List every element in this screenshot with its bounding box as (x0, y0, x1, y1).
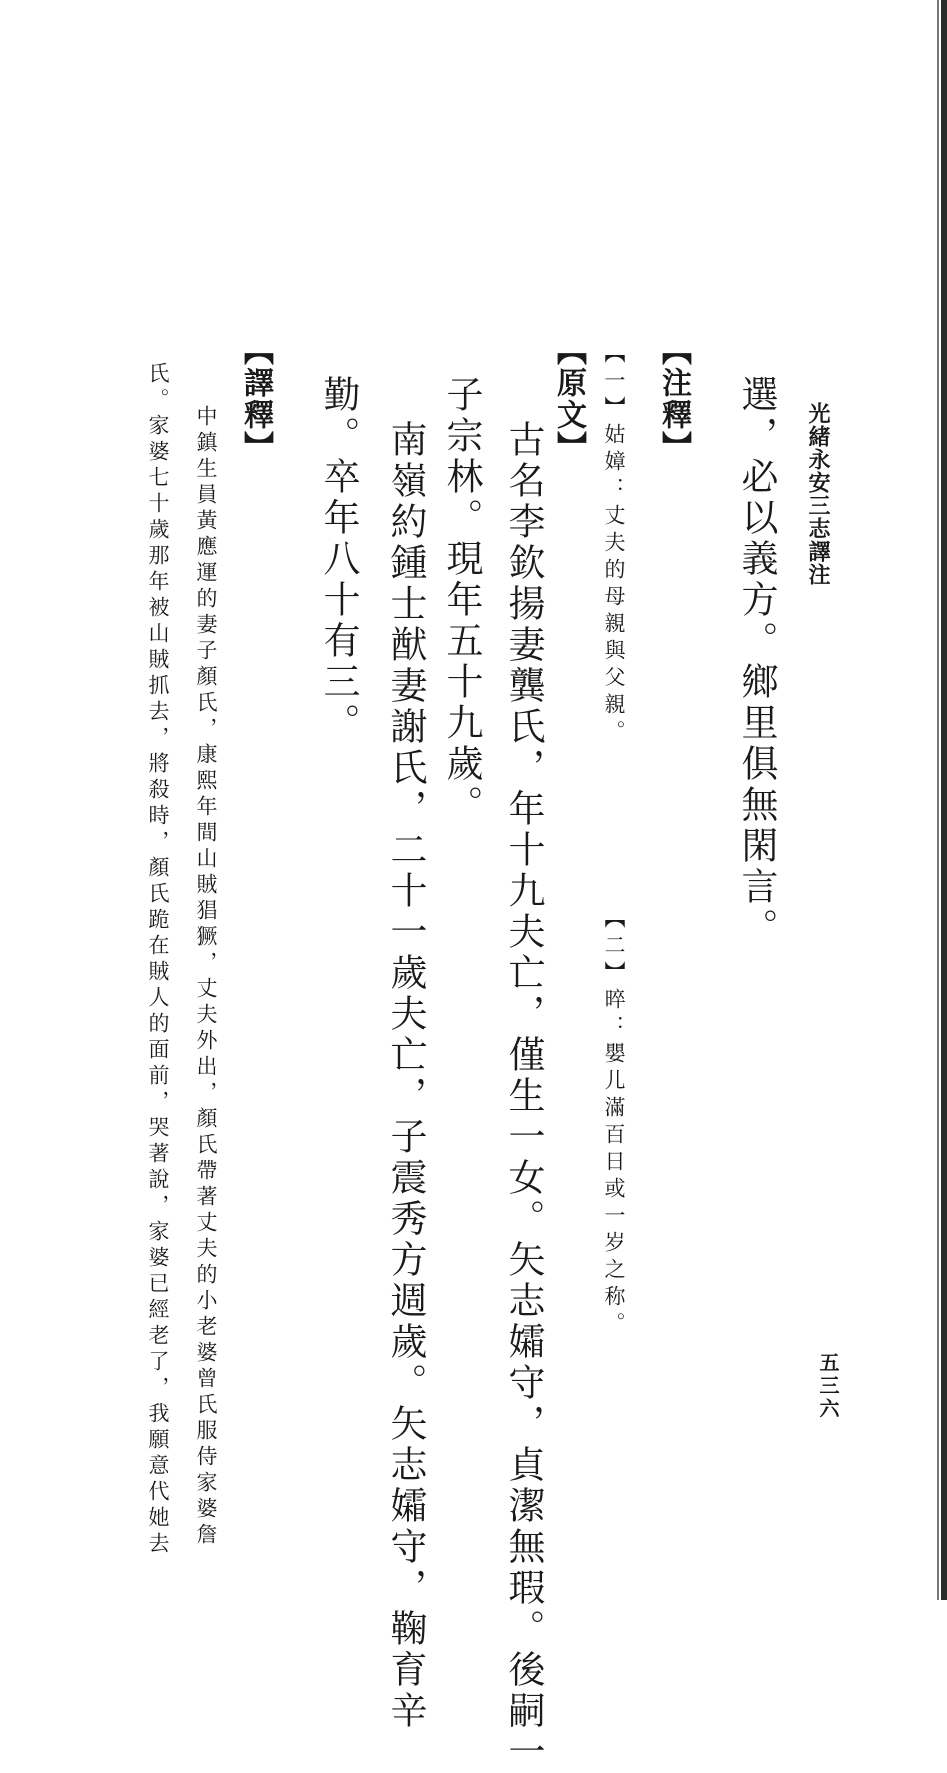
original-line: 子宗林。現年五十九歲。 (440, 375, 483, 826)
note-item-1: 【一】姑嫜：丈夫的母親與父親。 (602, 342, 626, 747)
original-heading: 【原文】 (551, 335, 586, 463)
running-header-title: 光緒永安三志譯注 (805, 402, 831, 586)
original-line: 勤。卒年八十有三。 (317, 375, 360, 744)
page-number: 五三六 (816, 1352, 840, 1421)
original-line: 南嶺約鍾士猷妻謝氏，二十一歲夫亡，子震秀方週歲。矢志孀守，鞠育辛 (384, 420, 427, 1732)
translation-line: 氏。家婆七十歲那年被山賊抓去，將殺時，顏氏跪在賊人的面前，哭著說，家婆已經老了，我願意代她去 (146, 362, 170, 1558)
translation-line: 中鎮生員黃應運的妻子顏氏，康熙年間山賊猖獗，丈夫外出，顏氏帶著丈夫的小老婆曾氏服侍家婆詹 (194, 405, 218, 1549)
scan-edge-line (937, 0, 939, 1600)
scan-edge-dark (941, 0, 947, 1600)
original-line: 古名李欽揚妻龔氏，年十九夫亡，僅生一女。矢志孀守，貞潔無瑕。後嗣一 (502, 420, 545, 1773)
continued-text: 選，必以義方。鄉里俱無閑言。 (735, 375, 778, 949)
translation-heading: 【譯釋】 (238, 335, 273, 463)
notes-heading: 【注釋】 (656, 335, 691, 463)
note-item-2: 【二】晬：嬰儿滿百日或一岁之称。 (602, 907, 626, 1339)
